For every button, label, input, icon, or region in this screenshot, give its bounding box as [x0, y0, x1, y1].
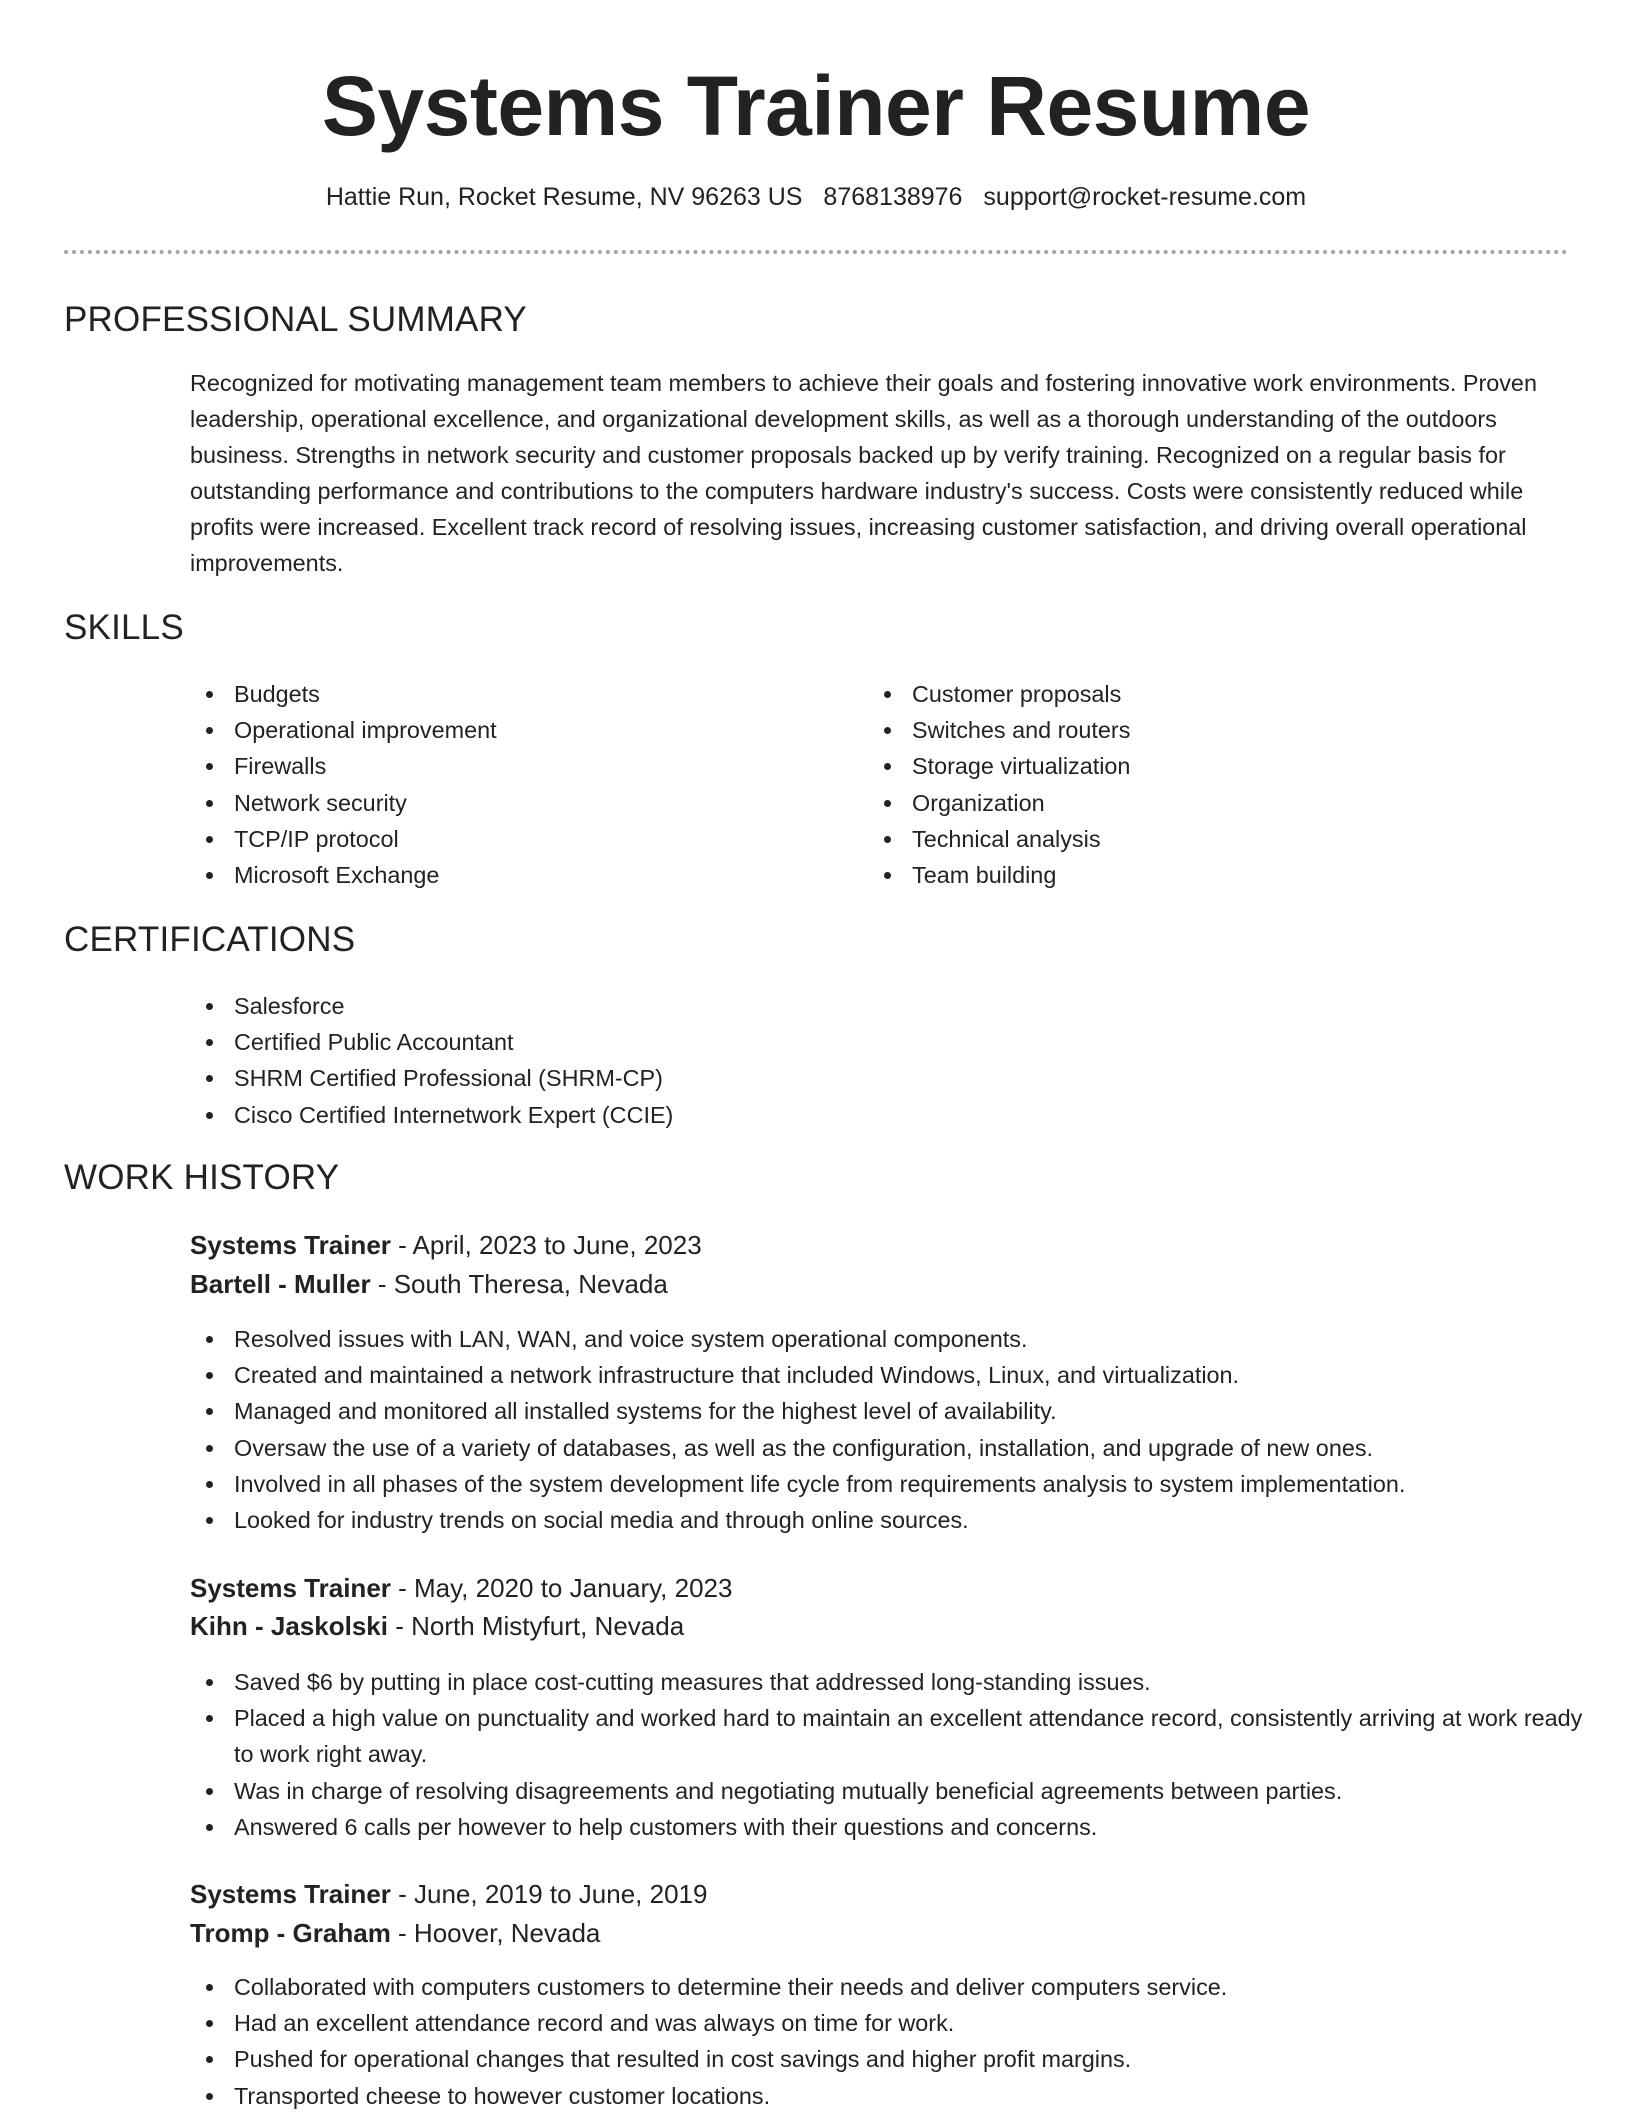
job-bullet: Managed and monitored all installed systems for the highest level of availability.	[190, 1393, 1590, 1429]
skill-item: TCP/IP protocol	[190, 821, 830, 857]
job-bullets	[190, 1664, 1590, 1845]
certification-item: Cisco Certified Internetwork Expert (CCIE)	[190, 1097, 1490, 1133]
job-bullet: Answered 6 calls per however to help customers with their questions and concerns.	[190, 1809, 1590, 1845]
job-bullet: Created and maintained a network infrastructure that included Windows, Linux, and virtualization.	[190, 1357, 1590, 1393]
skill-item: Network security	[190, 785, 830, 821]
skill-item: Operational improvement	[190, 712, 830, 748]
job-company: Kihn - Jaskolski	[190, 1611, 388, 1641]
job-bullet: Was in charge of resolving disagreements and negotiating mutually beneficial agreements between parties.	[190, 1773, 1590, 1809]
job-location: - Hoover, Nevada	[390, 1918, 601, 1948]
job-location: - South Theresa, Nevada	[370, 1269, 668, 1299]
job-bullet: Had an excellent attendance record and was always on time for work.	[190, 2005, 1590, 2041]
job-bullet: Placed a high value on punctuality and worked hard to maintain an excellent attendance record, consistently arriving at work ready to work right away.	[190, 1700, 1590, 1772]
skill-item: Budgets	[190, 676, 830, 712]
job-bullet: Oversaw the use of a variety of databases, as well as the configuration, installation, and upgrade of new ones.	[190, 1430, 1590, 1466]
skill-item: Organization	[868, 785, 1508, 821]
skill-item: Team building	[868, 857, 1508, 893]
job-title: Systems Trainer	[190, 1573, 391, 1603]
certification-item: Salesforce	[190, 988, 1490, 1024]
certifications-list	[190, 988, 1490, 1133]
skill-item: Switches and routers	[868, 712, 1508, 748]
skills-list-right	[868, 676, 1508, 893]
job-title-line	[190, 1228, 702, 1262]
skill-item: Customer proposals	[868, 676, 1508, 712]
job-bullet: Transported cheese to however customer locations.	[190, 2078, 1590, 2114]
job-company: Tromp - Graham	[190, 1918, 391, 1948]
job-company-line	[190, 1916, 600, 1950]
skills-list-left	[190, 676, 830, 893]
job-dates: - April, 2023 to June, 2023	[390, 1230, 702, 1260]
contact-email: support@rocket-resume.com	[983, 183, 1307, 211]
job-title-line	[190, 1877, 707, 1911]
job-title-line	[190, 1571, 732, 1605]
job-bullet: Resolved issues with LAN, WAN, and voice system operational components.	[190, 1321, 1590, 1357]
certification-item: Certified Public Accountant	[190, 1024, 1490, 1060]
skill-item: Technical analysis	[868, 821, 1508, 857]
job-bullets	[190, 1321, 1590, 1538]
job-bullet: Pushed for operational changes that resulted in cost savings and higher profit margins.	[190, 2041, 1590, 2077]
job-company-line	[190, 1267, 668, 1301]
job-dates: - June, 2019 to June, 2019	[390, 1879, 708, 1909]
job-title: Systems Trainer	[190, 1879, 391, 1909]
skills-heading: SKILLS	[64, 608, 184, 647]
summary-text: Recognized for motivating management team members to achieve their goals and fostering innovative work environments. Proven leadership, operational excellence, and organizational development skills, as well as a thorough understanding of the outdoors business. Strengths in network security and customer proposals backed up by verify training. Recognized on a regular basis for outstanding performance and contributions to the computers hardware industry's success. Costs were consistently reduced while profits were increased. Excellent track record of resolving issues, increasing customer satisfaction, and driving overall operational improvements.	[190, 370, 1537, 576]
job-bullets	[190, 1969, 1590, 2114]
job-bullet: Looked for industry trends on social media and through online sources.	[190, 1502, 1590, 1538]
work-history-heading: WORK HISTORY	[64, 1158, 340, 1197]
job-company: Bartell - Muller	[190, 1269, 371, 1299]
certifications-heading: CERTIFICATIONS	[64, 920, 356, 959]
job-bullet: Involved in all phases of the system development life cycle from requirements analysis to system implementation.	[190, 1466, 1590, 1502]
contact-line	[0, 181, 1632, 213]
job-location: - North Mistyfurt, Nevada	[387, 1611, 685, 1641]
summary-heading: PROFESSIONAL SUMMARY	[64, 300, 527, 339]
job-company-line	[190, 1609, 684, 1643]
contact-address: Hattie Run, Rocket Resume, NV 96263 US	[325, 183, 803, 211]
skill-item: Microsoft Exchange	[190, 857, 830, 893]
job-bullet: Collaborated with computers customers to determine their needs and deliver computers service.	[190, 1969, 1590, 2005]
certification-item: SHRM Certified Professional (SHRM-CP)	[190, 1060, 1490, 1096]
job-bullet: Saved $6 by putting in place cost-cutting measures that addressed long-standing issues.	[190, 1664, 1590, 1700]
header-divider	[64, 250, 1568, 254]
job-dates: - May, 2020 to January, 2023	[390, 1573, 733, 1603]
resume-title: Systems Trainer Resume	[321, 59, 1311, 153]
skill-item: Firewalls	[190, 748, 830, 784]
skill-item: Storage virtualization	[868, 748, 1508, 784]
job-title: Systems Trainer	[190, 1230, 391, 1260]
contact-phone: 8768138976	[823, 183, 963, 211]
